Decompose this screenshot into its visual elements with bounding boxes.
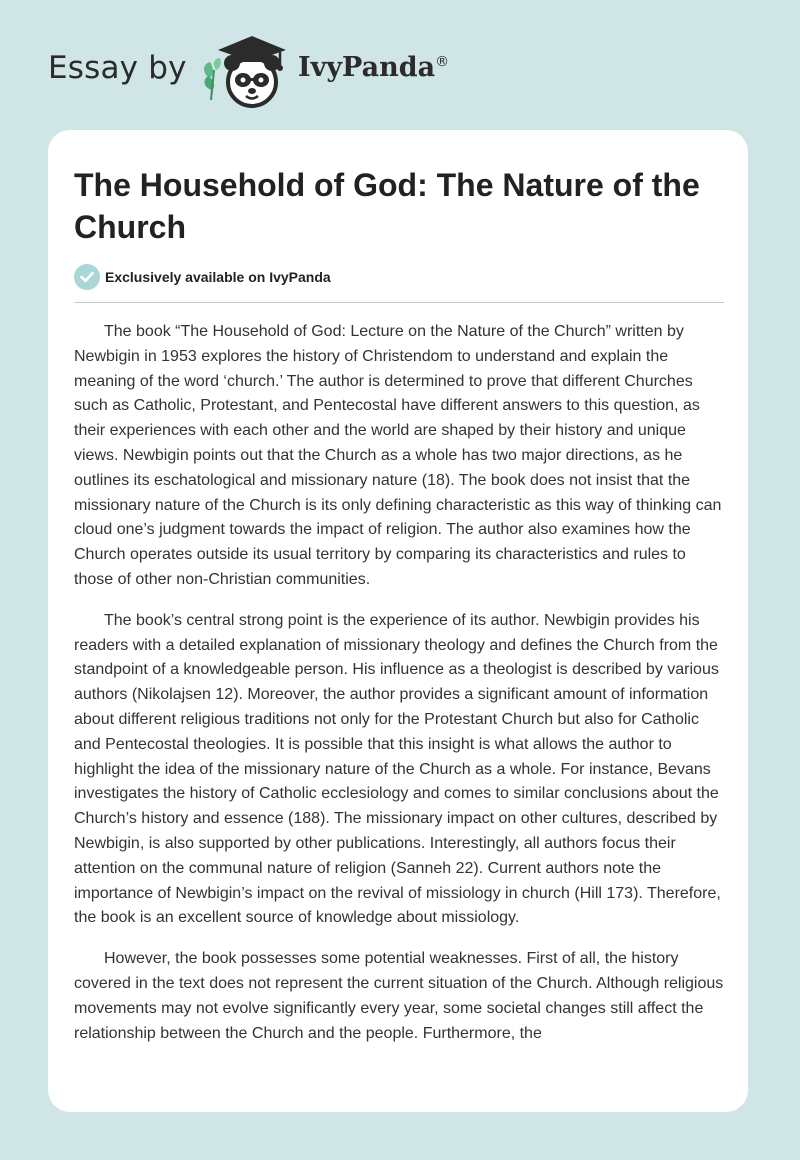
paragraph-2: The book’s central strong point is the experience of its author. Newbigin provides his readers with a detailed explanation of missionary theology and defines the Church from the standpoint of a knowledgeable person. His influence as a theologist is described by various authors (Nikolajsen 12). Moreover, the author provides a significant amount of information about different religious traditions not only for the Protestant Church but also for Catholic and Pentecostal theologies. It is possible that this insight is what allows the author to highlight the idea of the missionary nature of the Church as a whole. For instance, Bevans investigates the history of Catholic ecclesiology and comes to similar conclusions about the Church’s history and essence (188). The missionary impact on other cultures, described by Newbigin, is also supported by other publications. Interestingly, all authors focus their attention on the communal nature of religion (Sanneh 22). Current authors note the importance of Newbigin’s impact on the revival of missiology in church (Hill 173). Therefore, the book is an excellent source of knowledge about missiology. (74, 611, 721, 927)
essay-body (74, 320, 724, 1062)
brand-header[interactable] (48, 28, 508, 108)
essay-card (48, 130, 748, 1112)
exclusive-label: Exclusively available on IvyPanda (105, 269, 331, 285)
exclusive-badge (74, 263, 331, 291)
divider (74, 302, 724, 303)
brand-name (298, 52, 449, 83)
brand-name-text: IvyPanda (298, 52, 436, 83)
panda-graduate-logo-icon (200, 30, 296, 110)
registered-mark: ® (435, 54, 450, 70)
brand-prefix: Essay by (48, 50, 187, 86)
paragraph-3: However, the book possesses some potential weaknesses. First of all, the history covered in the text does not represent the current situation of the Church. Although religious movements may not evolve significantly every year, some societal changes still affect the relationship between the Church and the people. Furthermore, the (74, 950, 724, 1042)
page-title: The Household of God: The Nature of the Church (74, 167, 700, 245)
check-circle-icon (74, 264, 100, 290)
paragraph-1: The book “The Household of God: Lecture on the Nature of the Church” written by Newbigin in 1953 explores the history of Christendom to understand and explain the meaning of the word ‘church.’ The author is determined to prove that different Churches such as Catholic, Protestant, and Pentecostal have different answers to this question, as their experiences with each other and the world are shaped by their history and unique views. Newbigin points out that the Church as a whole has two major directions, as he outlines its eschatological and missionary nature (18). The book does not insist that the missionary nature of the Church is its only defining characteristic as this way of thinking can cloud one’s judgment towards the impact of religion. The author also examines how the Church operates outside its usual territory by comparing its characteristics and rules to those of other non-Christian communities. (74, 323, 722, 588)
